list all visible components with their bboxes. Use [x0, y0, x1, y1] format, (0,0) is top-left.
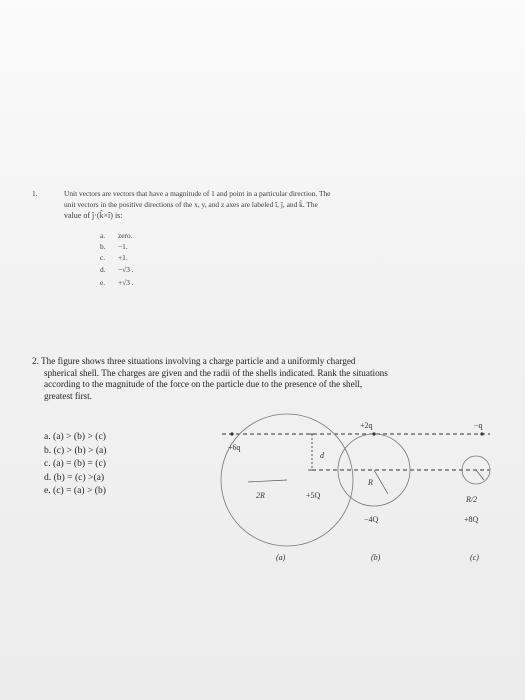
- option-text: −√3 .: [118, 265, 134, 274]
- label-radius-b: R: [368, 478, 373, 487]
- option-text: +√3 .: [118, 278, 134, 287]
- label-charge-c: −q: [474, 421, 483, 430]
- option-letter: e.: [100, 278, 106, 287]
- question-1-stem-line: value of ĵ·(k̂×î) is:: [64, 211, 123, 220]
- question-1-stem-line: unit vectors in the positive directions of the x, y, and z axes are labeled î, ĵ, and k̂. The: [64, 200, 318, 209]
- radius-line-a: [248, 480, 287, 482]
- option-text: +1.: [118, 253, 128, 262]
- label-shell-a: +5Q: [306, 491, 321, 500]
- label-radius-c: R/2: [466, 495, 478, 504]
- label-shell-b: −4Q: [364, 515, 379, 524]
- radius-line-c: [476, 470, 484, 480]
- option-letter: b.: [100, 242, 106, 251]
- label-distance: d: [320, 451, 324, 460]
- label-charge-b: +2q: [360, 421, 373, 430]
- radius-line-b: [374, 470, 388, 494]
- particle-c: [480, 432, 483, 435]
- option-text: zero.: [118, 231, 133, 240]
- label-shell-c: +8Q: [464, 515, 479, 524]
- particle-b: [372, 432, 375, 435]
- question-2-option-c: c. (a) = (b) = (c): [44, 458, 106, 469]
- option-letter: d.: [100, 265, 106, 274]
- caption-a: (a): [276, 553, 286, 562]
- question-2-stem-line: greatest first.: [44, 390, 92, 401]
- option-text: −1.: [118, 242, 128, 251]
- caption-c: (c): [470, 553, 479, 562]
- question-2-stem-line: 2. The figure shows three situations involving a charge particle and a uniformly charged: [32, 356, 356, 366]
- question-1-number: 1.: [32, 189, 38, 198]
- caption-b: (b): [371, 553, 381, 562]
- question-1-stem-line: Unit vectors are vectors that have a magnitude of 1 and point in a particular direction. The: [64, 189, 331, 198]
- question-2-option-a: a. (a) > (b) > (c): [44, 431, 106, 442]
- question-2-stem-line: according to the magnitude of the force on the particle due to the presence of the shell,: [44, 379, 363, 389]
- particle-a: [230, 432, 233, 435]
- question-2-option-d: d. (b) = (c) >(a): [44, 471, 105, 483]
- question-2-option-e: e. (c) = (a) > (b): [44, 485, 106, 496]
- label-radius-a: 2R: [256, 491, 265, 500]
- question-2-stem-line: spherical shell. The charges are given and the radii of the shells indicated. Rank the situations: [44, 367, 388, 378]
- option-letter: a.: [100, 231, 106, 240]
- label-charge-a: +6q: [228, 443, 241, 452]
- question-2-option-b: b. (c) > (b) > (a): [44, 444, 107, 456]
- option-letter: c.: [100, 253, 106, 262]
